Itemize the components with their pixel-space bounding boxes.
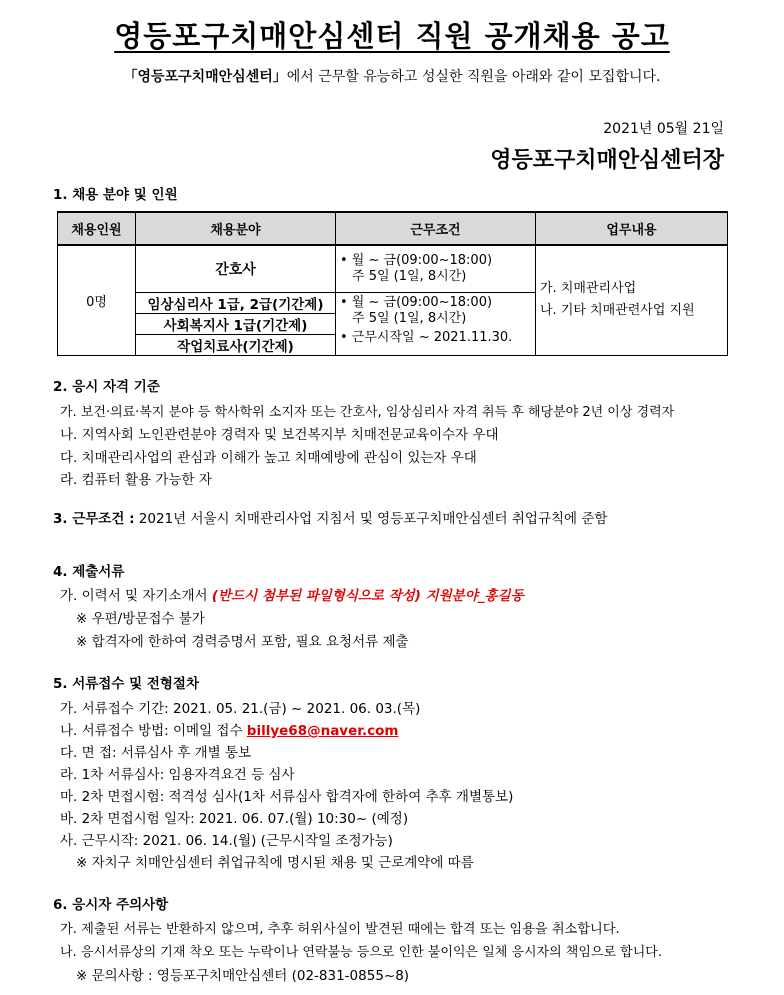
- list-item: 나. 응시서류상의 기재 착오 또는 누락이나 연락불능 등으로 인한 불이익은 일체 응시자의 책임으로 합니다.: [60, 945, 662, 960]
- section3-heading: 3. 근무조건 :: [53, 511, 135, 527]
- list-item: 다. 면 접: 서류심사 후 개별 통보: [60, 745, 252, 761]
- list-item: 바. 2차 면접시험 일자: 2021. 06. 07.(월) 10:30~ (예정): [60, 811, 409, 827]
- list-item: 다. 치매관리사업의 관심과 이해가 높고 치매예방에 관심이 있는자 우대: [60, 450, 477, 466]
- notice-date: 2021년 05월 21일: [603, 121, 724, 137]
- condition-2: • 월 ~ 금(09:00~18:00) 주 5일 (1일, 8시간) • 근무시작일 ~ 2021.11.30.: [336, 292, 536, 355]
- form-note: (반드시 첨부된 파일형식으로 작성) 지원분야_홍길동: [211, 588, 524, 604]
- list-item: 가. 보건·의료·복지 분야 등 학사학위 소지자 또는 간호사, 임상심리사 자격 취득 후 해당분야 2년 이상 경력자: [60, 405, 675, 420]
- list-item: 사. 근무시작: 2021. 06. 14.(월) (근무시작일 조정가능): [60, 833, 393, 849]
- page-title: 영등포구치매안심센터 직원 공개채용 공고: [114, 19, 670, 53]
- signer: 영등포구치매안심센터장: [490, 148, 724, 173]
- email-link[interactable]: billye68@naver.com: [246, 723, 399, 739]
- list-item: 가. 이력서 및 자기소개서 (반드시 첨부된 파일형식으로 작성) 지원분야_홍길동: [60, 588, 524, 604]
- list-item: 나. 지역사회 노인관련분야 경력자 및 보건복지부 치매전문교육이수자 우대: [60, 427, 499, 443]
- recruit-table: [57, 211, 728, 356]
- section3-text: 2021년 서울시 치매관리사업 지침서 및 영등포구치매안심센터 취업규칙에 준함: [138, 511, 608, 527]
- field-nurse: 간호사: [136, 245, 336, 292]
- org-name: 「영등포구치매안심센터」: [123, 69, 287, 85]
- table-header-row: [58, 212, 728, 245]
- section6-heading: 6. 응시자 주의사항: [53, 897, 169, 913]
- list-item: 마. 2차 면접시험: 적격성 심사(1차 서류심사 합격자에 한하여 추후 개별통보): [60, 789, 514, 805]
- section5-heading: 5. 서류접수 및 전형절차: [53, 676, 199, 692]
- field-psychologist: 임상심리사 1급, 2급(기간제): [136, 292, 336, 313]
- recruit-count: 0명: [58, 245, 136, 355]
- list-item: 라. 컴퓨터 활용 가능한 자: [60, 472, 212, 488]
- list-item: 가. 서류접수 기간: 2021. 05. 21.(금) ~ 2021. 06. 03.(목): [60, 701, 421, 717]
- condition-1: • 월 ~ 금(09:00~18:00) 주 5일 (1일, 8시간): [336, 245, 536, 292]
- contact-note: ※ 문의사항 : 영등포구치매안심센터 (02-831-0855~8): [76, 968, 410, 984]
- field-ot: 작업치료사(기간제): [136, 334, 336, 355]
- section3: [53, 507, 607, 527]
- header-field: 채용분야: [136, 212, 336, 245]
- section4-heading: 4. 제출서류: [53, 564, 125, 580]
- section2-heading: 2. 응시 자격 기준: [53, 379, 160, 395]
- note: ※ 자치구 치매안심센터 취업규칙에 명시된 채용 및 근로계약에 따름: [76, 855, 474, 871]
- note: ※ 합격자에 한하여 경력증명서 포함, 필요 요청서류 제출: [76, 634, 409, 650]
- table-row: [58, 245, 728, 292]
- list-item: 나. 서류접수 방법: 이메일 접수 billye68@naver.com: [60, 723, 399, 739]
- intro-text: 「영등포구치매안심센터」에서 근무할 유능하고 성실한 직원을 아래와 같이 모집합니다.: [123, 69, 661, 85]
- list-item: 라. 1차 서류심사: 임용자격요건 등 심사: [60, 767, 295, 783]
- section1-heading: 1. 채용 분야 및 인원: [53, 187, 178, 203]
- field-social-worker: 사회복지사 1급(기간제): [136, 313, 336, 334]
- header-condition: 근무조건: [336, 212, 536, 245]
- list-item: 가. 제출된 서류는 반환하지 않으며, 추후 허위사실이 발견된 때에는 합격 또는 임용을 취소합니다.: [60, 922, 620, 937]
- header-count: 채용인원: [58, 212, 136, 245]
- note: ※ 우편/방문접수 불가: [76, 611, 205, 627]
- header-duty: 업무내용: [536, 212, 728, 245]
- duty-cell: 가. 치매관리사업 나. 기타 치매관련사업 지원: [536, 245, 728, 355]
